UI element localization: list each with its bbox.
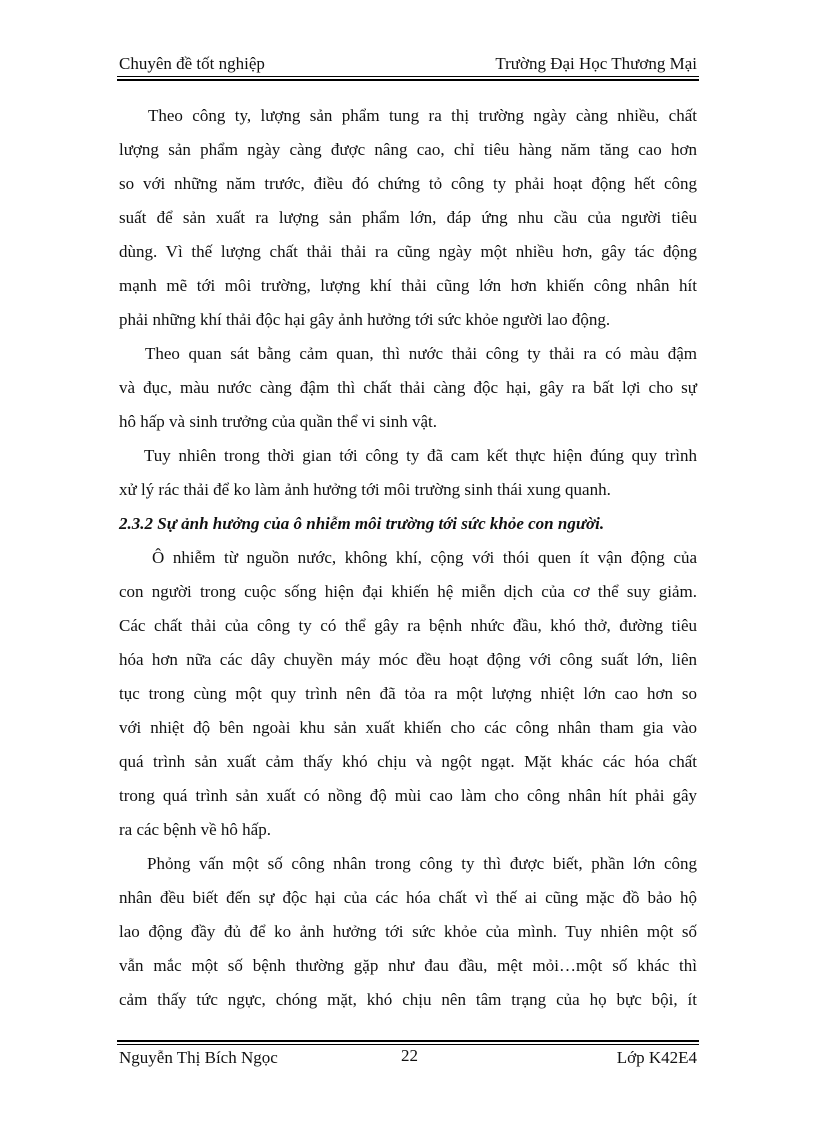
header-document-title: Chuyên đề tốt nghiệp (119, 54, 265, 73)
paragraph (119, 847, 697, 1017)
text-line: dùng. Vì thế lượng chất thải thải ra cũng ngày một nhiều hơn, gây tác động (119, 242, 697, 261)
text-line: Theo công ty, lượng sản phẩm tung ra thị trường ngày càng nhiều, chất (148, 106, 697, 125)
text-line: với nhiệt độ bên ngoài khu sản xuất khiến cho các công nhân tham gia vào (119, 718, 697, 737)
text-line: lượng sản phẩm ngày càng được nâng cao, chỉ tiêu hàng năm tăng cao hơn (119, 140, 697, 159)
text-line: phải những khí thải độc hại gây ảnh hưởng tới sức khỏe người lao động. (119, 310, 611, 329)
footer-class-code: Lớp K42E4 (616, 1048, 697, 1067)
paragraph (119, 439, 697, 507)
text-line: và đục, màu nước càng đậm thì chất thải càng độc hại, gây ra bất lợi cho sự (119, 378, 697, 397)
paragraph (119, 99, 697, 337)
text-line: Theo quan sát bằng cảm quan, thì nước thải công ty thải ra có màu đậm (145, 344, 697, 363)
text-line: so với những năm trước, điều đó chứng tỏ công ty phải hoạt động hết công (119, 174, 697, 193)
text-line: Tuy nhiên trong thời gian tới công ty đã cam kết thực hiện đúng quy trình (144, 446, 697, 465)
text-line: Phỏng vấn một số công nhân trong công ty thì được biết, phần lớn công (147, 854, 697, 873)
text-line: tục trong cùng một quy trình nên đã tỏa ra một lượng nhiệt lớn cao hơn so (119, 684, 697, 703)
footer-divider (117, 1040, 699, 1045)
document-body (119, 99, 697, 1017)
text-line: hô hấp và sinh trưởng của quần thể vi sinh vật. (119, 412, 438, 431)
text-line: xử lý rác thải để ko làm ảnh hưởng tới môi trường sinh thái xung quanh. (119, 480, 611, 499)
text-line: ra các bệnh về hô hấp. (119, 820, 271, 839)
text-line: mạnh mẽ tới môi trường, lượng khí thải cũng lớn hơn khiến công nhân hít (119, 276, 697, 295)
text-line: Ô nhiễm từ nguồn nước, không khí, cộng với thói quen ít vận động của (152, 548, 697, 567)
text-line: nhân đều biết đến sự độc hại của các hóa chất vì thế ai cũng mặc đồ bảo hộ (119, 888, 697, 907)
header-university-name: Trường Đại Học Thương Mại (495, 54, 697, 73)
text-line: quá trình sản xuất cảm thấy khó chịu và ngột ngạt. Mặt khác các hóa chất (119, 752, 697, 771)
section-heading: 2.3.2 Sự ảnh hưởng của ô nhiễm môi trường tới sức khỏe con người. (119, 514, 605, 533)
text-line: lao động đầy đủ để ko ảnh hưởng tới sức khỏe của mình. Tuy nhiên một số (119, 922, 697, 941)
page-footer (119, 1048, 697, 1072)
text-line: Các chất thải của công ty có thể gây ra bệnh nhức đầu, khó thở, đường tiêu (119, 616, 697, 635)
paragraph (119, 541, 697, 847)
text-line: cảm thấy tức ngực, chóng mặt, khó chịu nên tâm trạng của họ bực bội, ít (119, 990, 697, 1009)
header-divider (117, 76, 699, 81)
text-line: trong quá trình sản xuất có nồng độ mùi cao làm cho công nhân hít phải gây (119, 786, 697, 805)
text-line: suất để sản xuất ra lượng sản phẩm lớn, đáp ứng nhu cầu của người tiêu (119, 208, 697, 227)
paragraph (119, 337, 697, 439)
footer-author-name: Nguyễn Thị Bích Ngọc (119, 1048, 278, 1067)
text-line: con người trong cuộc sống hiện đại khiến hệ miễn dịch của cơ thể suy giảm. (119, 582, 697, 601)
text-line: vẫn mắc một số bệnh thường gặp như đau đầu, mệt mỏi…một số khác thì (119, 956, 697, 975)
text-line: hóa hơn nữa các dây chuyền máy móc đều hoạt động với công suất lớn, liên (119, 650, 697, 669)
page-number: 22 (401, 1046, 418, 1065)
